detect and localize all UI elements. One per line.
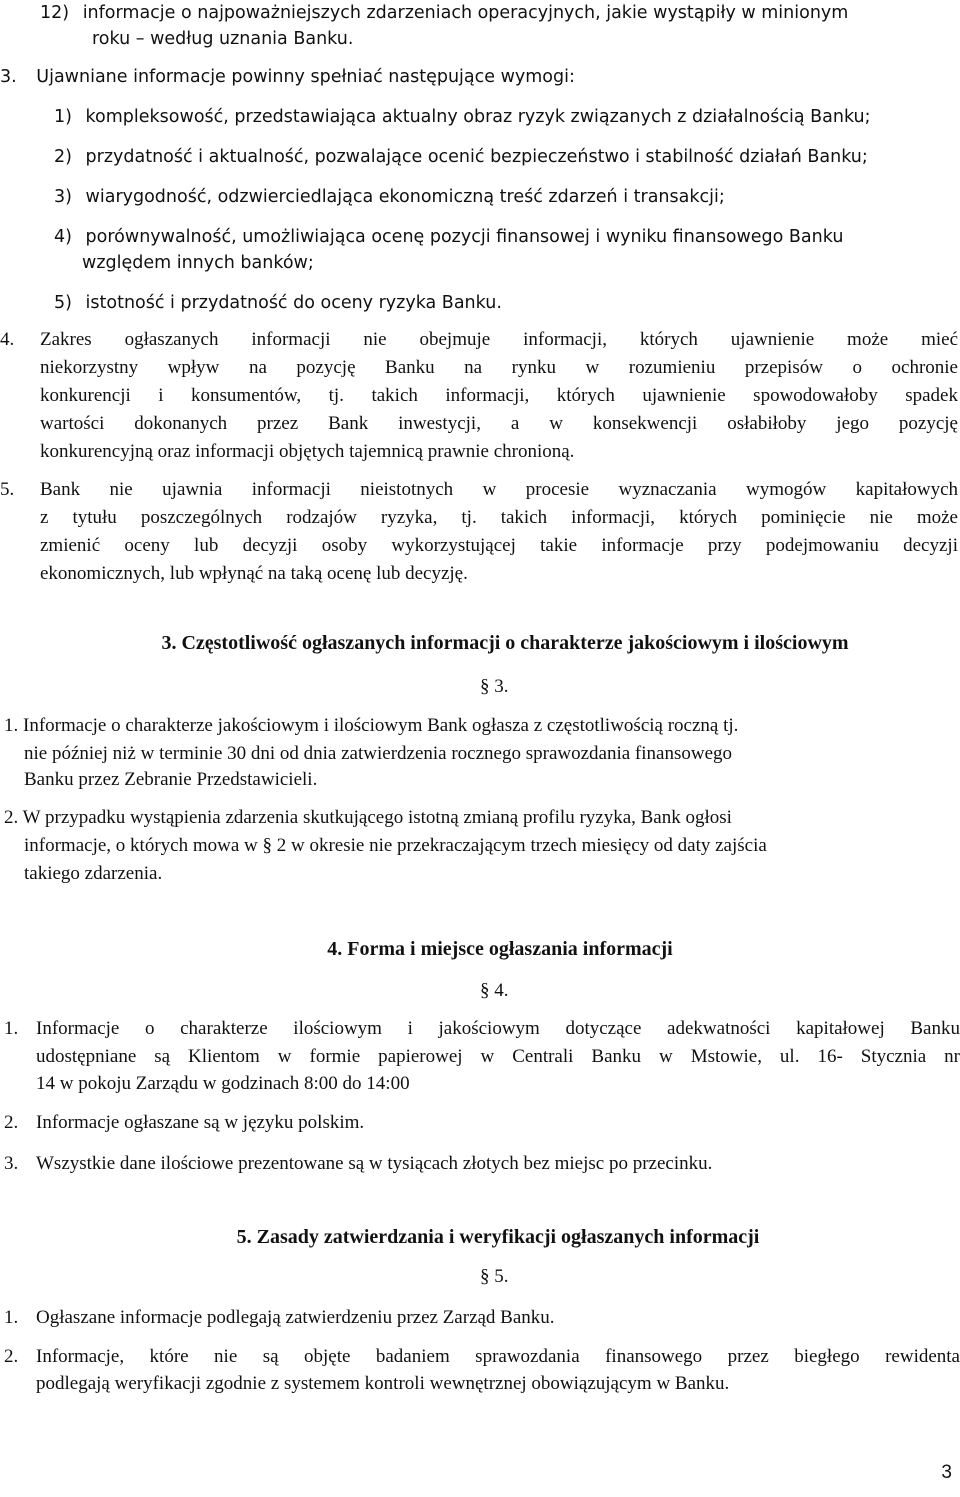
requirement-4-cont: względem innych banków; bbox=[82, 253, 314, 273]
paragraph-line: nie później niż w terminie 30 dni od dnia zatwierdzenia rocznego sprawozdania finansowego bbox=[24, 743, 733, 764]
list-item-12-cont: roku – według uznania Banku. bbox=[92, 29, 354, 49]
list-text: kompleksowość, przedstawiająca aktualny obraz ryzyk związanych z działalnością Banku; bbox=[85, 107, 871, 127]
paragraph-number: 3. bbox=[4, 1153, 19, 1174]
list-number: 3) bbox=[54, 187, 72, 207]
paragraph-number: 1. bbox=[4, 1307, 19, 1328]
list-number: 5) bbox=[54, 293, 72, 313]
paragraph-line: 14 w pokoju Zarządu w godzinach 8:00 do 14:00 bbox=[36, 1073, 410, 1094]
list-text: wiarygodność, odzwierciedlająca ekonomiczną treść zdarzeń i transakcji; bbox=[85, 187, 725, 207]
paragraph-line: Ogłaszane informacje podlegają zatwierdzeniu przez Zarząd Banku. bbox=[36, 1307, 555, 1328]
paragraph-number: 2. bbox=[4, 1346, 19, 1367]
paragraph-line: Informacje ogłaszane są w języku polskim. bbox=[36, 1112, 365, 1133]
paragraph-line: 2. W przypadku wystąpienia zdarzenia skutkującego istotną zmianą profilu ryzyka, Bank ogłosi bbox=[4, 807, 732, 828]
list-number: 12) bbox=[40, 3, 70, 23]
list-text: porównywalność, umożliwiająca ocenę pozycji finansowej i wyniku finansowego Banku bbox=[85, 227, 844, 247]
list-number: 2) bbox=[54, 147, 72, 167]
page-number: 3 bbox=[941, 1462, 952, 1483]
paragraph-line: 1. Informacje o charakterze jakościowym i ilościowym Bank ogłasza z częstotliwością roczną tj. bbox=[4, 715, 739, 736]
list-item-12 bbox=[40, 0, 960, 26]
paragraph-number: 4. bbox=[0, 329, 15, 350]
section-heading: 5. Zasady zatwierdzania i weryfikacji ogłaszanych informacji bbox=[236, 1226, 760, 1248]
requirement-1 bbox=[54, 104, 871, 130]
list-number: 1) bbox=[54, 107, 72, 127]
list-item-3 bbox=[0, 64, 960, 90]
section-heading: 4. Forma i miejsce ogłaszania informacji bbox=[327, 938, 673, 960]
requirement-2 bbox=[54, 144, 868, 170]
requirement-4 bbox=[54, 224, 960, 250]
requirement-3 bbox=[54, 184, 725, 210]
paragraph-5-line: zmienić oceny lub decyzji osoby wykorzystującej takie informacje przy podejmowaniu decyzji bbox=[40, 535, 958, 556]
paragraph-4-line: wartości dokonanych przez Bank inwestycji, a w konsekwencji osłabiłoby jego pozycję bbox=[40, 413, 958, 434]
paragraph-5-line: Bank nie ujawnia informacji nieistotnych w procesie wyznaczania wymogów kapitałowych bbox=[40, 479, 958, 500]
list-text: informacje o najpoważniejszych zdarzeniach operacyjnych, jakie wystąpiły w minionym bbox=[82, 3, 849, 23]
paragraph-number: 5. bbox=[0, 479, 15, 500]
paragraph-4-line: niekorzystny wpływ na pozycję Banku na rynku w rozumieniu przepisów o ochronie bbox=[40, 357, 958, 378]
list-text: istotność i przydatność do oceny ryzyka Banku. bbox=[85, 293, 502, 313]
list-number: 4) bbox=[54, 227, 72, 247]
list-text: przydatność i aktualność, pozwalające ocenić bezpieczeństwo i stabilność działań Banku; bbox=[85, 147, 868, 167]
paragraph-4-line: Zakres ogłaszanych informacji nie obejmuje informacji, których ujawnienie może mieć bbox=[40, 329, 958, 350]
paragraph-line: informacje, o których mowa w § 2 w okresie nie przekraczającym trzech miesięcy od daty zajścia bbox=[24, 835, 767, 856]
paragraph-number: 1. bbox=[4, 1018, 19, 1039]
section-paragraph-mark: § 4. bbox=[480, 980, 509, 1001]
paragraph-line: Informacje, które nie są objęte badaniem sprawozdania finansowego przez biegłego rewidenta bbox=[36, 1346, 960, 1367]
paragraph-line: takiego zdarzenia. bbox=[24, 863, 163, 884]
section-heading: 3. Częstotliwość ogłaszanych informacji o charakterze jakościowym i ilościowym bbox=[161, 632, 849, 654]
list-number: 3. bbox=[0, 67, 17, 87]
list-text: Ujawniane informacje powinny spełniać następujące wymogi: bbox=[36, 67, 575, 87]
paragraph-line: Wszystkie dane ilościowe prezentowane są w tysiącach złotych bez miejsc po przecinku. bbox=[36, 1153, 713, 1174]
paragraph-line: Banku przez Zebranie Przedstawicieli. bbox=[24, 769, 318, 790]
paragraph-4-line: konkurencyjną oraz informacji objętych tajemnicą prawnie chronioną. bbox=[40, 441, 575, 462]
paragraph-line: udostępniane są Klientom w formie papierowej w Centrali Banku w Mstowie, ul. 16- Stycznia nr bbox=[36, 1046, 960, 1067]
paragraph-5-line: z tytułu poszczególnych rodzajów ryzyka, tj. takich informacji, których pominięcie nie może bbox=[40, 507, 958, 528]
paragraph-number: 2. bbox=[4, 1112, 19, 1133]
paragraph-line: podlegają weryfikacji zgodnie z systemem kontroli wewnętrznej obowiązującym w Banku. bbox=[36, 1373, 730, 1394]
paragraph-4-line: konkurencji i konsumentów, tj. takich informacji, których ujawnienie spowodowałoby spadek bbox=[40, 385, 958, 406]
section-paragraph-mark: § 3. bbox=[480, 676, 509, 697]
paragraph-5-line: ekonomicznych, lub wpłynąć na taką ocenę lub decyzję. bbox=[40, 563, 468, 584]
section-paragraph-mark: § 5. bbox=[480, 1266, 509, 1287]
requirement-5 bbox=[54, 290, 502, 316]
paragraph-line: Informacje o charakterze ilościowym i jakościowym dotyczące adekwatności kapitałowej Banku bbox=[36, 1018, 960, 1039]
